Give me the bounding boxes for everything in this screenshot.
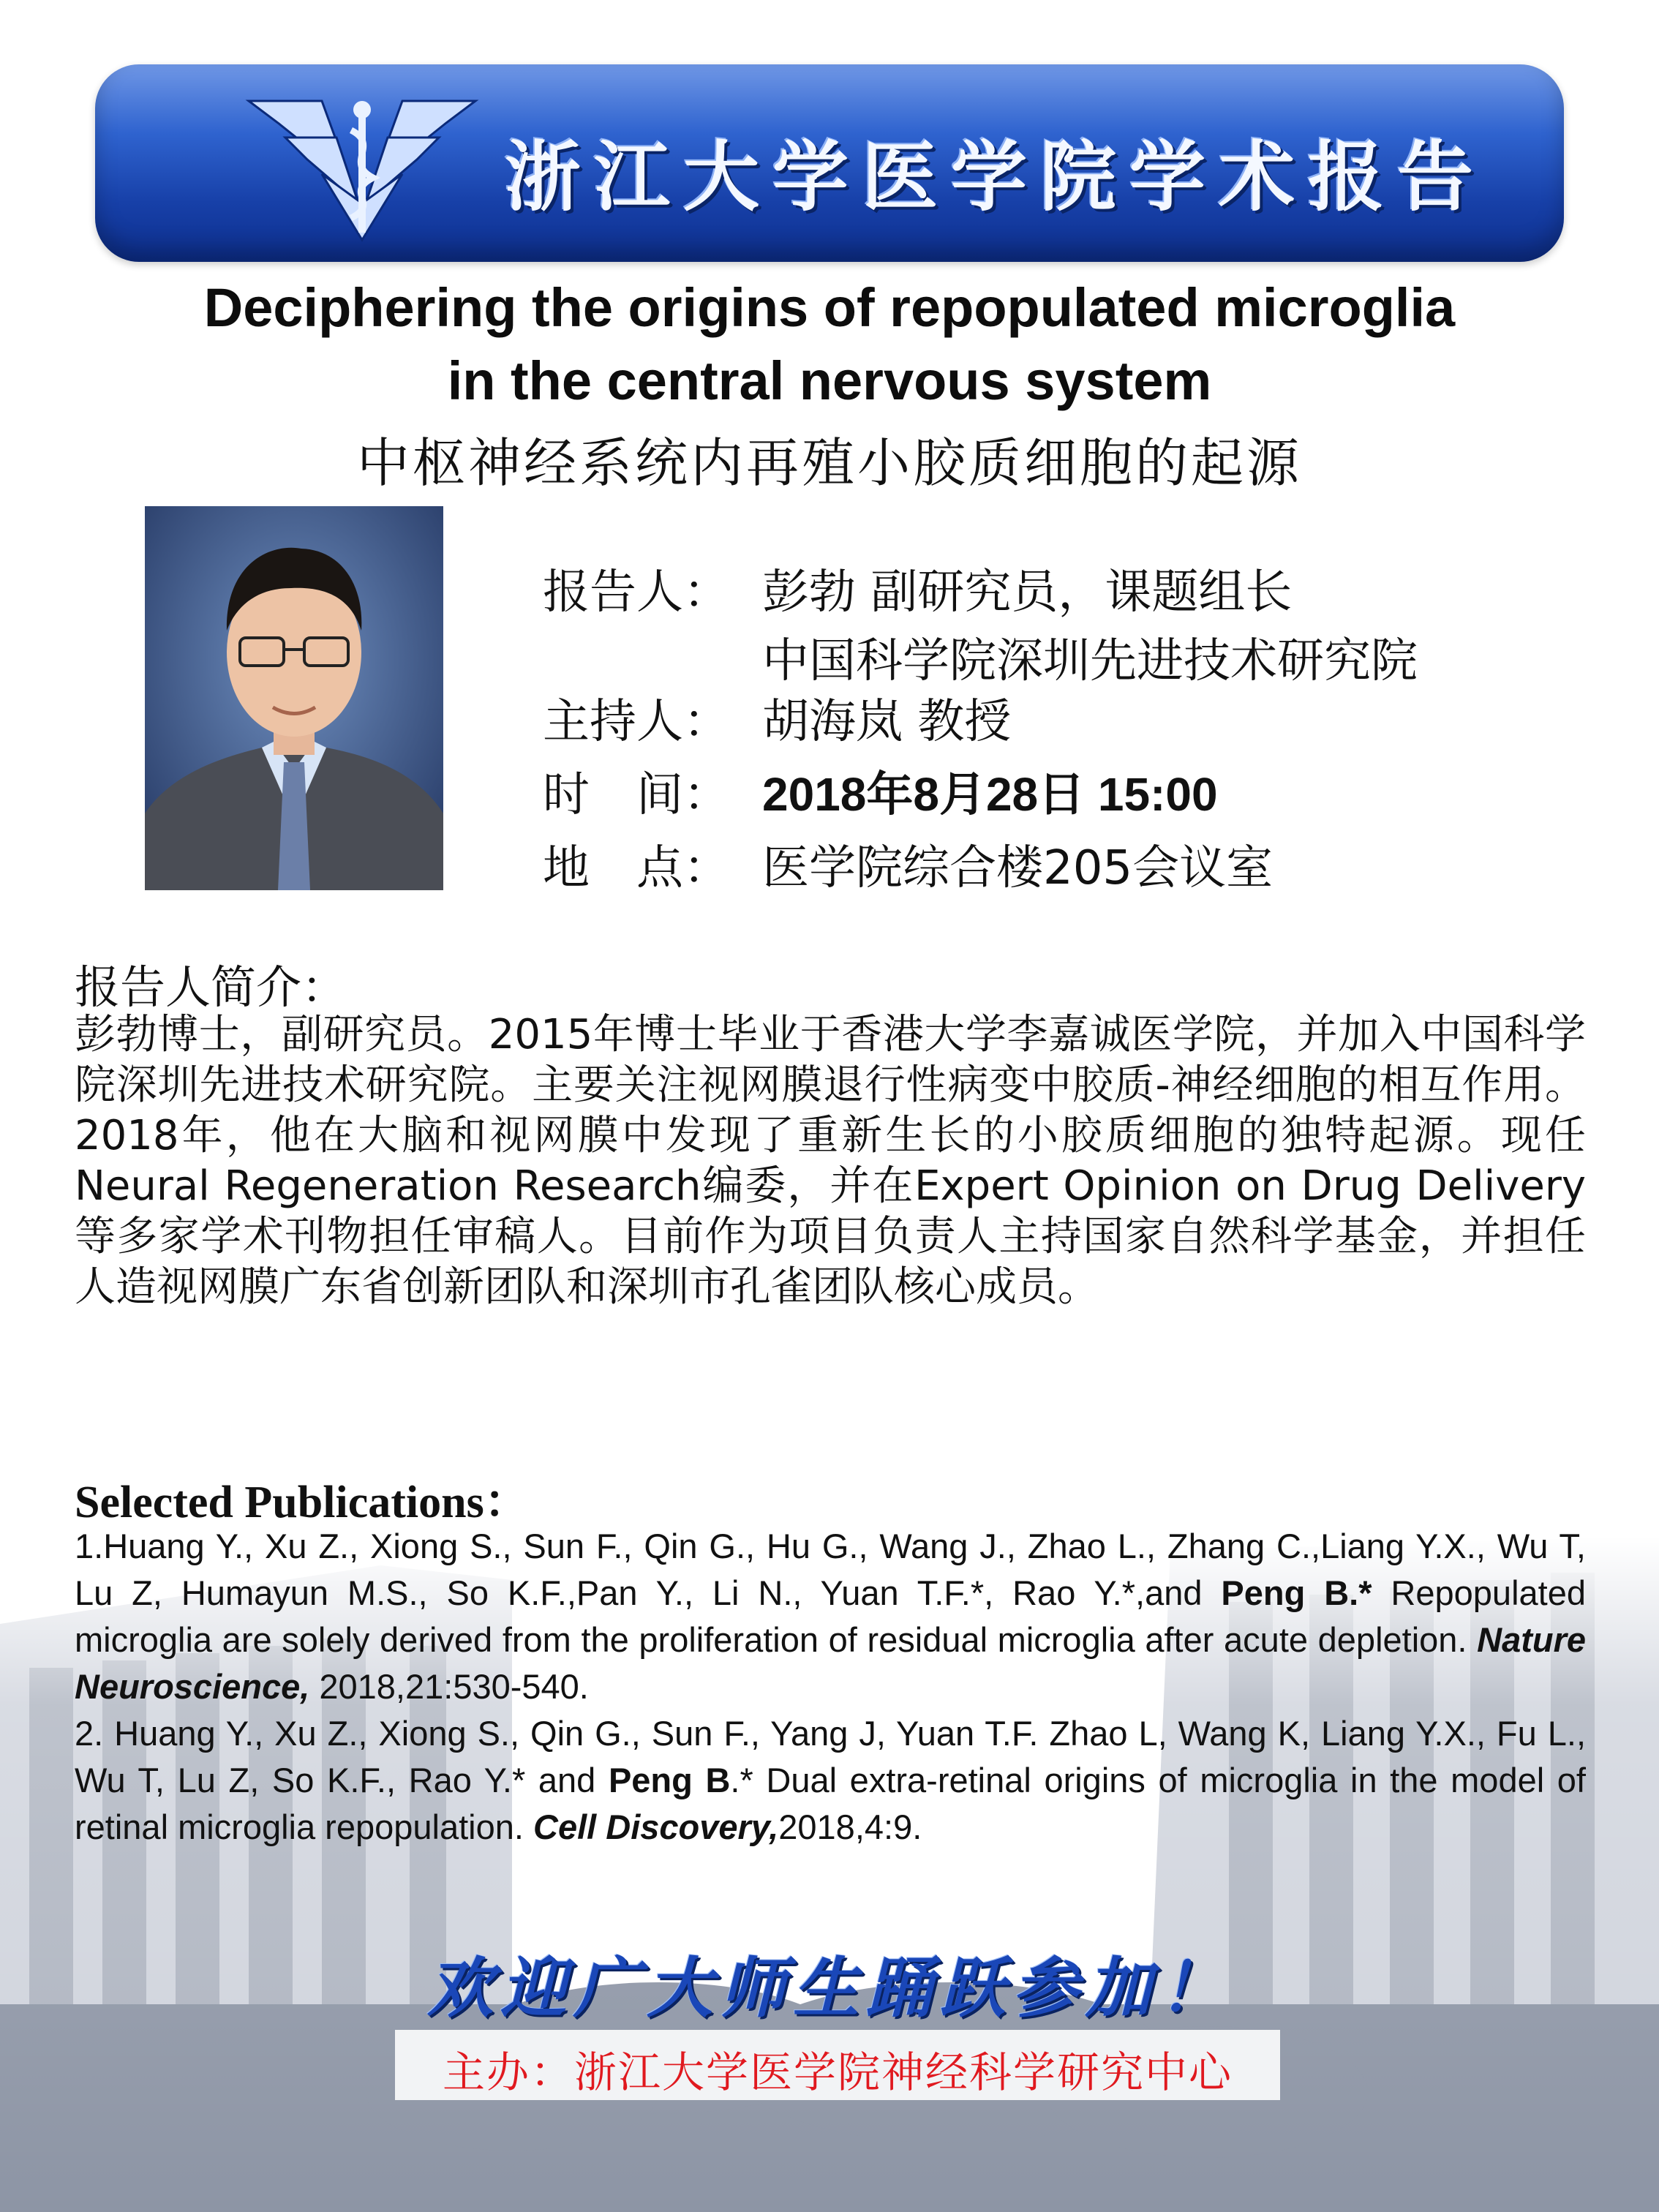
talk-title-cn: 中枢神经系统内再殖小胶质细胞的起源 xyxy=(356,432,1302,494)
speaker-affiliation: 中国科学院深圳先进技术研究院 xyxy=(762,634,1418,688)
speaker-label: 报告人： xyxy=(543,565,730,620)
place-row xyxy=(543,830,1273,898)
host-row xyxy=(543,684,1011,751)
publication-highlight-author: Peng B.* xyxy=(1221,1573,1372,1612)
speaker-row xyxy=(543,554,1292,622)
banner-title: 浙江大学医学院学术报告 xyxy=(505,132,1487,222)
publications-heading: Selected Publications： xyxy=(75,1478,530,1527)
publication-item xyxy=(75,1523,1586,1710)
speaker-photo xyxy=(145,506,443,890)
time-value: 2018年8月28日 15:00 xyxy=(762,768,1218,821)
publication-journal: Nature Neuroscience, xyxy=(75,1620,1586,1706)
place-value: 医学院综合楼205会议室 xyxy=(762,841,1274,895)
host-label: 主持人： xyxy=(543,695,730,749)
publication-title: Repopulated microglia are solely derived from the proliferation of residual microglia after acute depletion. xyxy=(75,1573,1586,1659)
talk-title-en-line1: Deciphering the origins of repopulated microglia xyxy=(203,277,1456,338)
organizer-text: 主办：浙江大学医学院神经科学研究中心 xyxy=(442,2047,1233,2097)
host-value: 胡海岚 教授 xyxy=(762,695,1012,749)
time-label: 时 间： xyxy=(543,768,730,822)
publication-citation: 2018,21:530-540. xyxy=(309,1667,589,1706)
publication-highlight-author: Peng B xyxy=(608,1761,731,1799)
publication-authors: 2. Huang Y., Xu Z., Xiong S., Qin G., Sun F., Yang J, Yuan T.F. Zhao L, Wang K, Liang Y.X., Fu L., Wu T, Lu Z, So K.F., Rao Y.* and xyxy=(75,1714,1586,1799)
header-banner xyxy=(95,64,1564,262)
affiliation-row xyxy=(543,623,1418,691)
talk-title-en-line2: in the central nervous system xyxy=(447,350,1212,411)
bio-heading: 报告人简介： xyxy=(75,960,347,1014)
bio-text: 彭勃博士，副研究员。2015年博士毕业于香港大学李嘉诚医学院，并加入中国科学院深圳先进技术研究院。主要关注视网膜退行性病变中胶质-神经细胞的相互作用。2018年，他在大脑和视网膜中发现了重新生长的小胶质细胞的独特起源。现任Neural Regeneration Research编委，并在Expert Opinion on Drug Delivery等多家学术刊物担任审稿人。目前作为项目负责人主持国家自然科学基金，并担任人造视网膜广东省创新团队和深圳市孔雀团队核心成员。 xyxy=(75,1011,1586,1311)
caduceus-logo-icon xyxy=(241,94,483,247)
speaker-value: 彭勃 副研究员，课题组长 xyxy=(762,565,1293,620)
publications-list xyxy=(75,1523,1586,1851)
publication-title: .* Dual extra-retinal origins of microglia in the model of retinal microglia repopulation. xyxy=(75,1761,1586,1846)
place-label: 地 点： xyxy=(543,841,730,895)
publication-item xyxy=(75,1710,1586,1851)
publication-authors: 1.Huang Y., Xu Z., Xiong S., Sun F., Qin G., Hu G., Wang J., Zhao L., Zhang C.,Liang Y.X., Wu T, Lu Z, Humayun M.S., So K.F.,Pan Y., Li N., Yuan T.F.*, Rao Y.*,and xyxy=(75,1527,1586,1612)
welcome-slogan: 欢迎广大师生踊跃参加！ xyxy=(427,1950,1232,2027)
publication-journal: Cell Discovery, xyxy=(533,1807,779,1846)
publication-citation: 2018,4:9. xyxy=(778,1807,922,1846)
time-row xyxy=(543,757,1218,824)
